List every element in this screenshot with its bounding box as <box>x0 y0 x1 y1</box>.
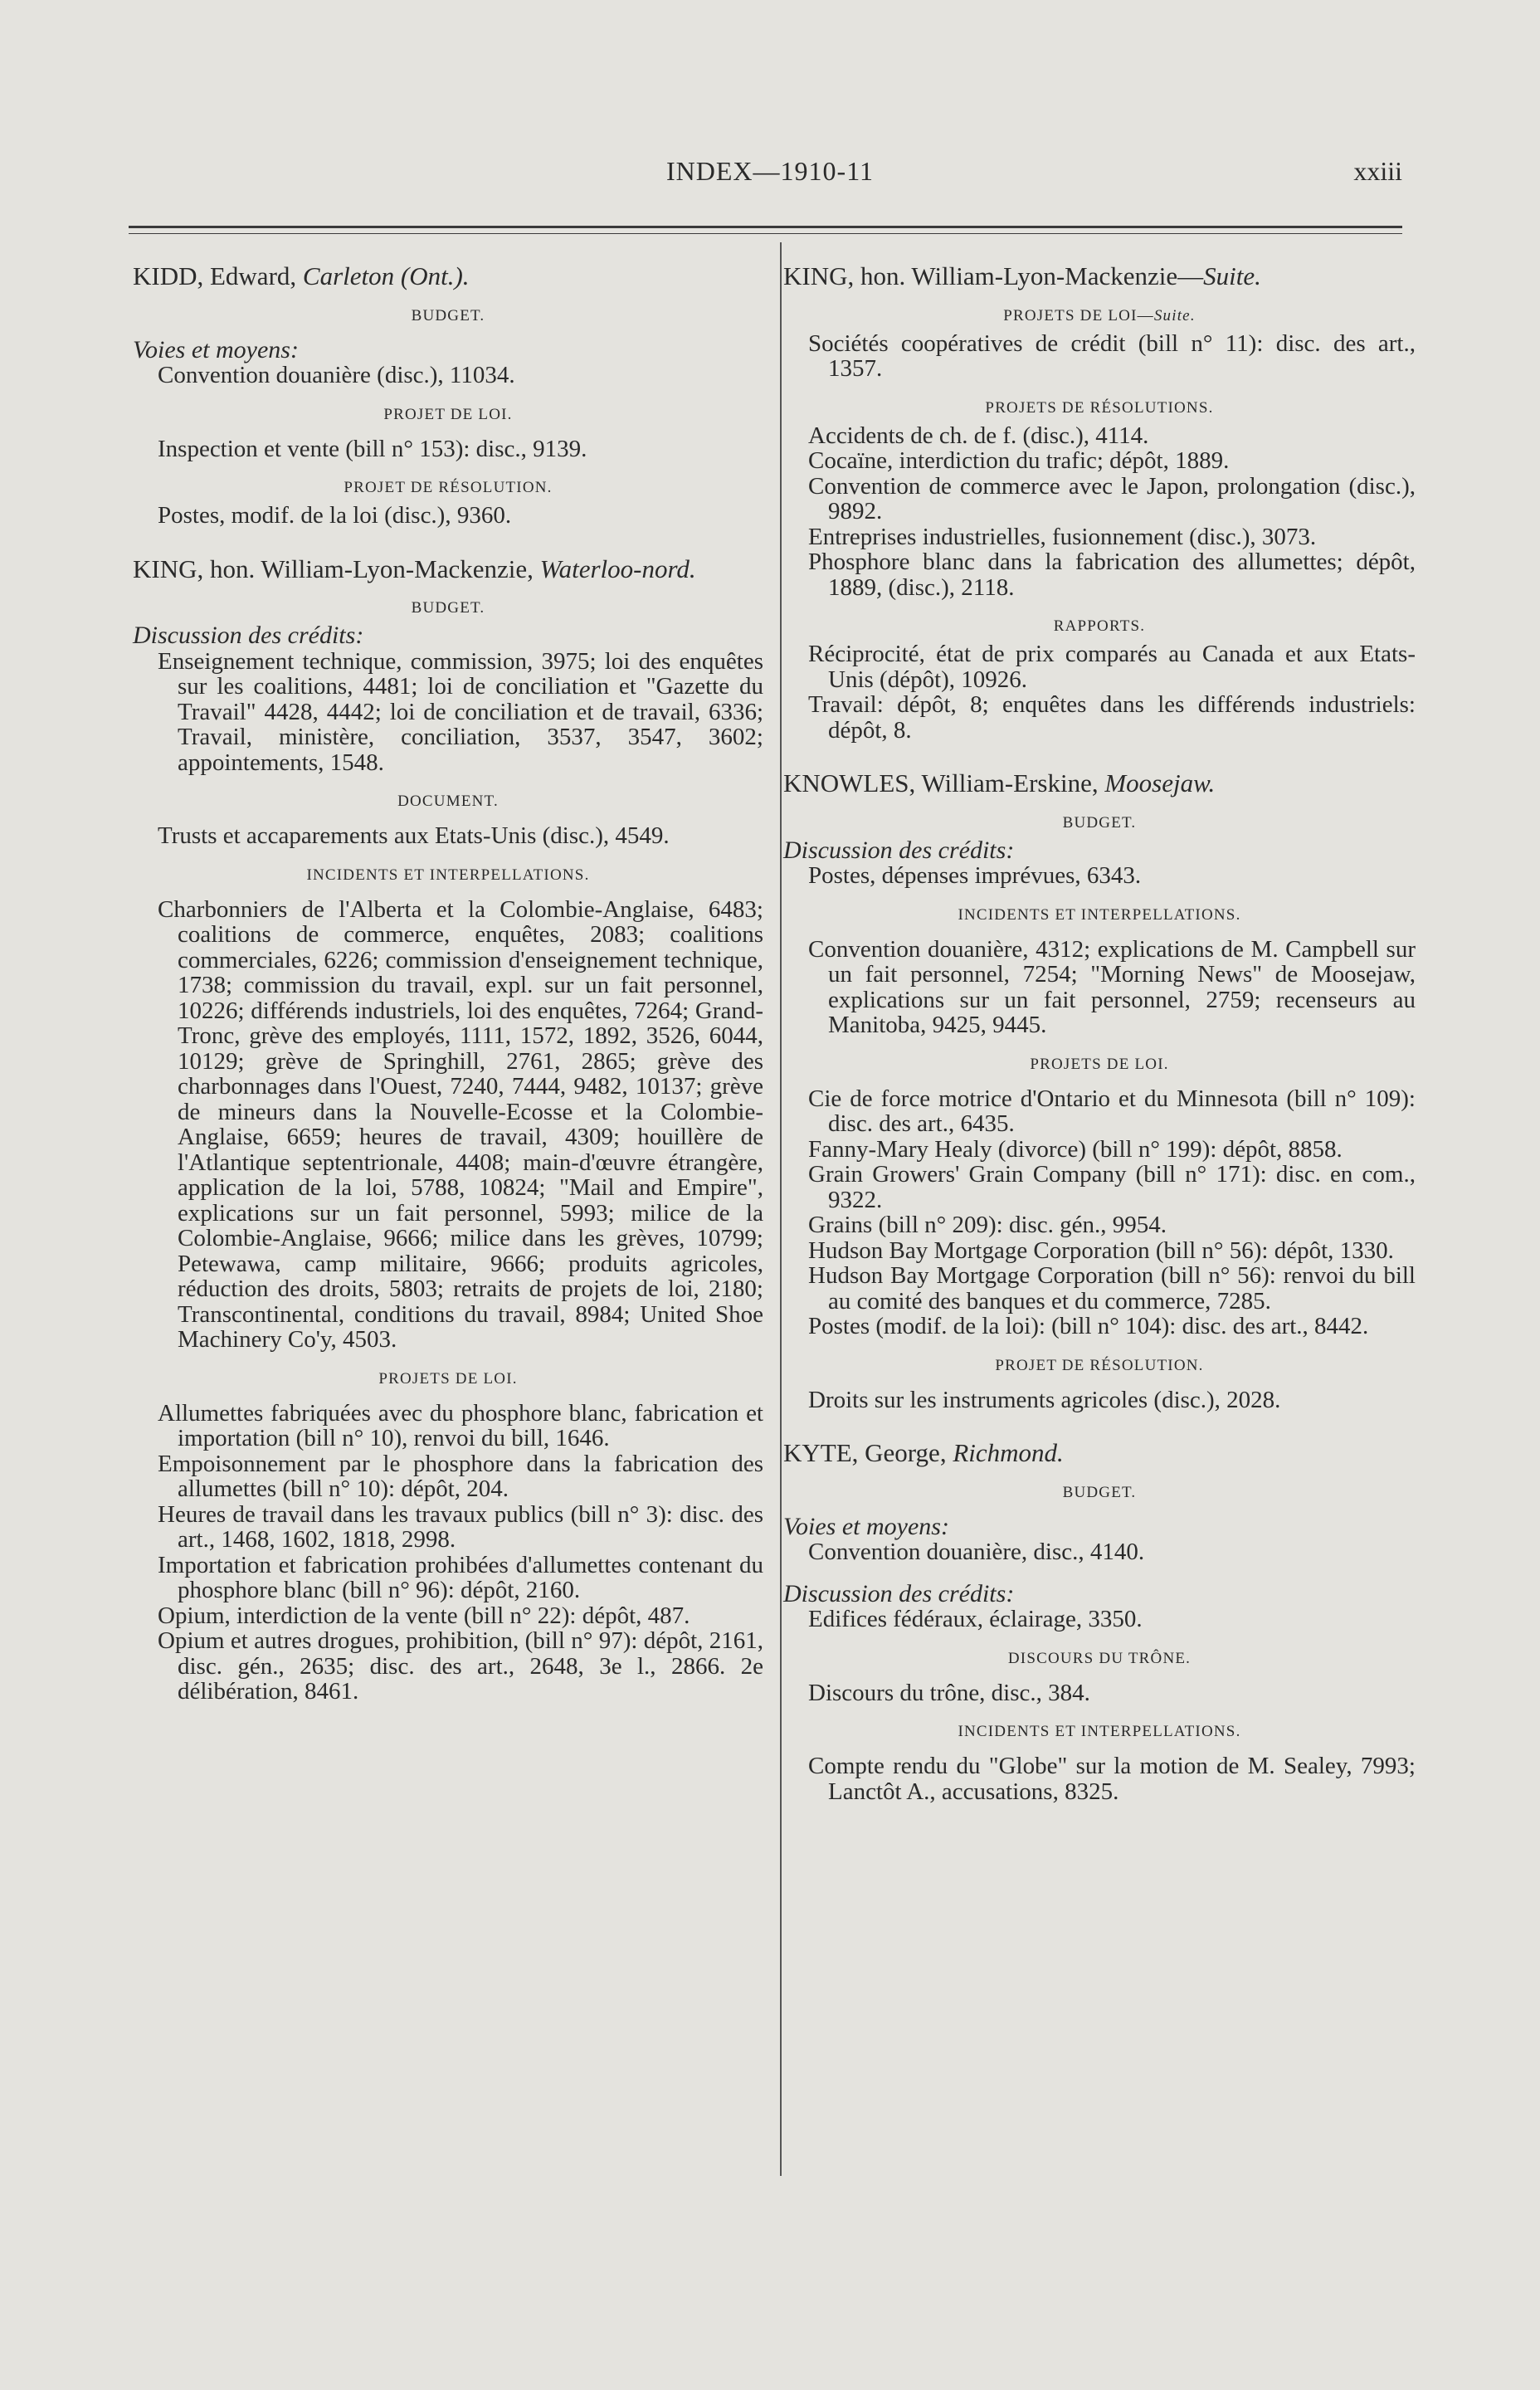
section-heading: PROJET DE RÉSOLUTION. <box>344 479 553 496</box>
member-name: KING, hon. William-Lyon-Mackenzie, <box>133 554 540 583</box>
section-heading: INCIDENTS ET INTERPELLATIONS. <box>306 866 590 884</box>
index-entry: Travail: dépôt, 8; enquêtes dans les différends industriels: dépôt, 8. <box>808 691 1416 744</box>
running-title: INDEX—1910-11 <box>666 156 874 186</box>
column-divider <box>780 242 782 2176</box>
left-column <box>133 261 763 1705</box>
entry-name-knowles <box>783 768 1416 797</box>
section-heading: BUDGET. <box>411 599 485 617</box>
index-entry: Convention de commerce avec le Japon, prolongation (disc.), 9892. <box>808 472 1416 524</box>
member-name: KIDD, Edward, <box>133 261 303 290</box>
index-entry: Inspection et vente (bill n° 153): disc., 9139. <box>158 435 587 462</box>
section-heading: PROJETS DE LOI. <box>1030 1055 1169 1073</box>
index-entry: Grains (bill n° 209): disc. gén., 9954. <box>808 1212 1167 1238</box>
header-rule-thin <box>129 233 1402 234</box>
index-entry: Accidents de ch. de f. (disc.), 4114. <box>808 422 1149 449</box>
index-entry: Sociétés coopératives de crédit (bill n° 11): disc. des art., 1357. <box>808 329 1416 382</box>
page-number: xxiii <box>1353 156 1402 186</box>
member-name: KYTE, George, <box>783 1438 953 1467</box>
index-entry: Charbonniers de l'Alberta et la Colombie-Anglaise, 6483; coalitions de commerce, enquêtes, 2083; coalitions commerciales, 6226; commission d'enseignement technique, 1738; commission du travail, expl. sur un fait personnel, 10226; différends industriels, loi des enquêtes, 7264; Grand-Tronc, grève des employés, 1111, 1572, 1892, 3526, 6044, 10129; grève de Springhill, 2761, 2865; grève des charbonnages dans l'Ouest, 7240, 7444, 9482, 10137; grève de mineurs dans la Nouvelle-Ecosse et la Colombie-Anglaise, 6659; heures de travail, 4309; houillère de l'Atlantique septentrionale, 4408; main-d'œuvre étrangère, application de la loi, 5788, 10824; "Mail and Empire", explications sur un fait personnel, 5993; milice de la Colombie-Anglaise, 9666; milice dans les grèves, 10799; Petewawa, camp militaire, 9666; produits agricoles, réduction des droits, 5803; retraits de projets de loi, 2180; Transcontinental, conditions du travail, 8984; United Shoe Machinery Co'y, 4503. <box>158 895 763 1353</box>
header-rule <box>129 226 1402 228</box>
index-entry: Postes, modif. de la loi (disc.), 9360. <box>158 502 512 529</box>
index-entry: Postes (modif. de la loi): (bill n° 104): disc. des art., 8442. <box>808 1313 1369 1339</box>
member-name: KNOWLES, William-Erskine, <box>783 768 1105 797</box>
section-heading: BUDGET. <box>411 306 485 324</box>
index-entry: Empoisonnement par le phosphore dans la fabrication des allumettes (bill n° 10): dépôt, 204. <box>158 1450 763 1502</box>
section-heading: PROJETS DE LOI. <box>378 1369 518 1388</box>
section-heading: DOCUMENT. <box>397 793 499 810</box>
entry-name-king <box>133 554 763 583</box>
index-entry: Convention douanière (disc.), 11034. <box>158 362 515 388</box>
index-entry: Grain Growers' Grain Company (bill n° 171): disc. en com., 9322. <box>808 1161 1416 1213</box>
section-heading: DISCOURS DU TRÔNE. <box>1007 1649 1192 1667</box>
section-heading: PROJET DE RÉSOLUTION. <box>995 1356 1204 1374</box>
index-entry: Opium, interdiction de la vente (bill n° 22): dépôt, 487. <box>158 1602 690 1629</box>
entry-name-king-suite <box>783 261 1416 290</box>
subsection-heading: Voies et moyens: <box>133 335 299 363</box>
index-entry: Convention douanière, 4312; explications de M. Campbell sur un fait personnel, 7254; "Morning News" de Moosejaw, explications sur un fait personnel, 2759; recenseurs au Manitoba, 9425, 9445. <box>808 935 1416 1038</box>
right-column <box>783 261 1416 1805</box>
subsection-heading: Discussion des crédits: <box>783 1579 1015 1607</box>
index-entry: Opium et autres drogues, prohibition, (bill n° 97): dépôt, 2161, disc. gén., 2635; disc. des art., 2648, 3e l., 2866. 2e délibération, 8461. <box>158 1627 763 1705</box>
member-riding: Waterloo-nord. <box>539 554 696 583</box>
index-entry: Hudson Bay Mortgage Corporation (bill n° 56): renvoi du bill au comité des banques et du commerce, 7285. <box>808 1262 1416 1314</box>
index-entry: Trusts et accaparements aux Etats-Unis (disc.), 4549. <box>158 822 670 849</box>
index-entry: Allumettes fabriquées avec du phosphore blanc, fabrication et importation (bill n° 10), renvoi du bill, 1646. <box>158 1399 763 1451</box>
index-entry: Droits sur les instruments agricoles (disc.), 2028. <box>808 1386 1281 1413</box>
index-entry: Compte rendu du "Globe" sur la motion de M. Sealey, 7993; Lanctôt A., accusations, 8325. <box>808 1753 1416 1805</box>
index-entry: Edifices fédéraux, éclairage, 3350. <box>808 1606 1143 1632</box>
heading-suite: Suite. <box>1153 306 1196 324</box>
section-heading: RAPPORTS. <box>1053 617 1146 635</box>
index-entry: Discours du trône, disc., 384. <box>808 1679 1090 1706</box>
index-entry: Postes, dépenses imprévues, 6343. <box>808 862 1142 889</box>
index-entry: Phosphore blanc dans la fabrication des allumettes; dépôt, 1889, (disc.), 2118. <box>808 549 1416 601</box>
subsection-heading: Voies et moyens: <box>783 1512 949 1540</box>
section-heading: BUDGET. <box>1062 1483 1137 1501</box>
member-riding: Carleton (Ont.). <box>302 261 470 290</box>
index-entry: Convention douanière, disc., 4140. <box>808 1539 1145 1565</box>
section-heading: INCIDENTS ET INTERPELLATIONS. <box>958 1723 1241 1740</box>
section-heading <box>783 306 1416 326</box>
section-heading: PROJETS DE RÉSOLUTIONS. <box>985 398 1214 417</box>
index-entry: Cocaïne, interdiction du trafic; dépôt, 1889. <box>808 447 1230 474</box>
index-entry: Réciprocité, état de prix comparés au Canada et aux Etats-Unis (dépôt), 10926. <box>808 641 1416 693</box>
index-entry: Importation et fabrication prohibées d'allumettes contenant du phosphore blanc (bill n° 96): dépôt, 2160. <box>158 1551 763 1603</box>
member-riding: Richmond. <box>953 1438 1064 1467</box>
index-entry: Heures de travail dans les travaux publics (bill n° 3): disc. des art., 1468, 1602, 1818, 2998. <box>158 1500 763 1553</box>
member-name: KING, hon. William-Lyon-Mackenzie— <box>783 261 1204 290</box>
subsection-heading: Discussion des crédits: <box>133 622 364 649</box>
entry-name-kyte <box>783 1438 1416 1467</box>
index-entry: Enseignement technique, commission, 3975; loi des enquêtes sur les coalitions, 4481; loi de conciliation et "Gazette du Travail" 4428, 4442; loi de conciliation et de travail, 6336; Travail, ministère, conciliation, 3537, 3547, 3602; appointements, 1548. <box>158 647 763 776</box>
subsection-heading: Discussion des crédits: <box>783 836 1015 864</box>
entry-name-kidd <box>133 261 763 290</box>
index-entry: Cie de force motrice d'Ontario et du Minnesota (bill n° 109): disc. des art., 6435. <box>808 1085 1416 1137</box>
member-riding: Moosejaw. <box>1104 768 1216 797</box>
index-entry: Entreprises industrielles, fusionnement (disc.), 3073. <box>808 523 1317 550</box>
section-heading: BUDGET. <box>1062 813 1137 832</box>
section-heading: INCIDENTS ET INTERPELLATIONS. <box>958 905 1241 924</box>
section-heading: PROJET DE LOI. <box>383 405 513 423</box>
index-entry: Fanny-Mary Healy (divorce) (bill n° 199): dépôt, 8858. <box>808 1135 1343 1163</box>
index-entry: Hudson Bay Mortgage Corporation (bill n° 56): dépôt, 1330. <box>808 1236 1394 1264</box>
continued-label: Suite. <box>1203 261 1261 290</box>
heading-prefix: PROJETS DE LOI— <box>1003 306 1154 324</box>
